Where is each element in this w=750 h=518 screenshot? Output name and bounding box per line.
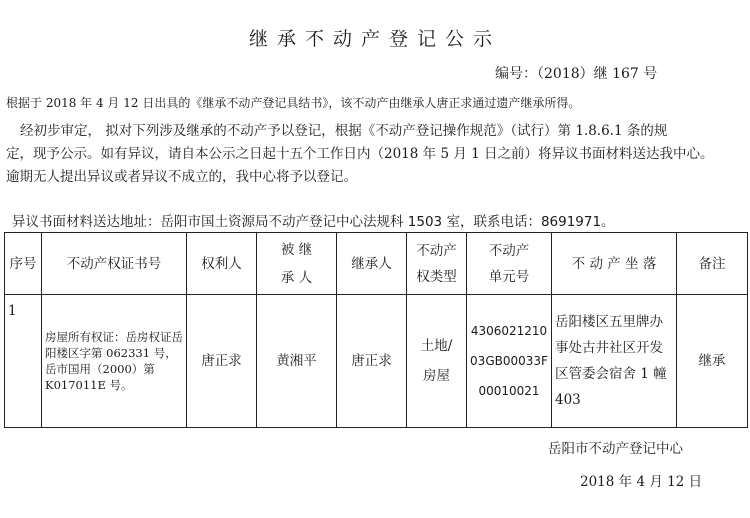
cell-heir: 唐正求 bbox=[337, 295, 407, 428]
notice-number: 编号：（2018）继 167 号 bbox=[495, 66, 658, 82]
cell-seq: 1 bbox=[5, 295, 42, 428]
cell-owner: 唐正求 bbox=[187, 295, 257, 428]
header-type-line2: 权类型 bbox=[416, 268, 457, 285]
table-header-row bbox=[5, 233, 748, 295]
cell-type bbox=[407, 295, 467, 428]
cell-type-line1: 土地/ bbox=[420, 338, 453, 354]
issuer: 岳阳市不动产登记中心 bbox=[548, 441, 683, 457]
paragraph-review-line1: 经初步审定， 拟对下列涉及继承的不动产予以登记，根据《不动产登记操作规范》（试行）第 1.8.6.1 条的规 bbox=[20, 123, 668, 139]
header-owner: 权利人 bbox=[187, 233, 257, 295]
header-decedent-line1: 被 继 bbox=[280, 241, 313, 258]
header-note: 备注 bbox=[677, 233, 748, 295]
header-decedent-line2: 承 人 bbox=[280, 269, 313, 286]
cell-unit bbox=[467, 295, 552, 428]
header-unit-line2: 单元号 bbox=[488, 268, 530, 285]
header-seq: 序号 bbox=[5, 233, 42, 295]
cell-unit-line2: 03GB00033F bbox=[470, 354, 548, 368]
paragraph-intro: 根据于 2018 年 4 月 12 日出具的《继承不动产登记具结书》，该不动产由继承人唐正求通过遗产继承所得。 bbox=[6, 96, 581, 110]
header-unit bbox=[467, 233, 552, 295]
cell-decedent: 黄湘平 bbox=[257, 295, 337, 428]
table-row bbox=[5, 295, 748, 428]
cell-cert: 房屋所有权证：岳房权证岳阳楼区字第 062331 号，岳市国用（2000）第 K017011E 号。 bbox=[42, 295, 187, 428]
cell-type-line2: 房屋 bbox=[423, 368, 450, 384]
cell-unit-line3: 00010021 bbox=[478, 384, 540, 398]
notice-table bbox=[4, 232, 748, 428]
header-decedent bbox=[257, 233, 337, 295]
header-heir: 继承人 bbox=[337, 233, 407, 295]
header-type bbox=[407, 233, 467, 295]
paragraph-review-line2: 定，现予公示。如有异议，请自本公示之日起十五个工作日内（2018 年 5 月 1 日之前）将异议书面材料送达我中心。 bbox=[6, 146, 714, 162]
header-unit-line1: 不动产 bbox=[488, 242, 530, 259]
header-location: 不 动 产 坐 落 bbox=[552, 233, 677, 295]
cell-note: 继承 bbox=[677, 295, 748, 428]
cell-location: 岳阳楼区五里牌办事处古井社区开发区管委会宿舍 1 幢 403 bbox=[552, 295, 677, 428]
paragraph-review-line3: 逾期无人提出异议或者异议不成立的，我中心将予以登记。 bbox=[6, 169, 357, 185]
header-cert: 不动产权证书号 bbox=[42, 233, 187, 295]
objection-address: 异议书面材料送达地址：岳阳市国土资源局不动产登记中心法规科 1503 室，联系电话：8691971。 bbox=[12, 214, 615, 230]
issue-date: 2018 年 4 月 12 日 bbox=[580, 474, 703, 490]
cell-unit-line1: 4306021210 bbox=[470, 324, 548, 338]
notice-title: 继承不动产登记公示 bbox=[248, 28, 501, 50]
header-type-line1: 不动产 bbox=[416, 242, 457, 259]
